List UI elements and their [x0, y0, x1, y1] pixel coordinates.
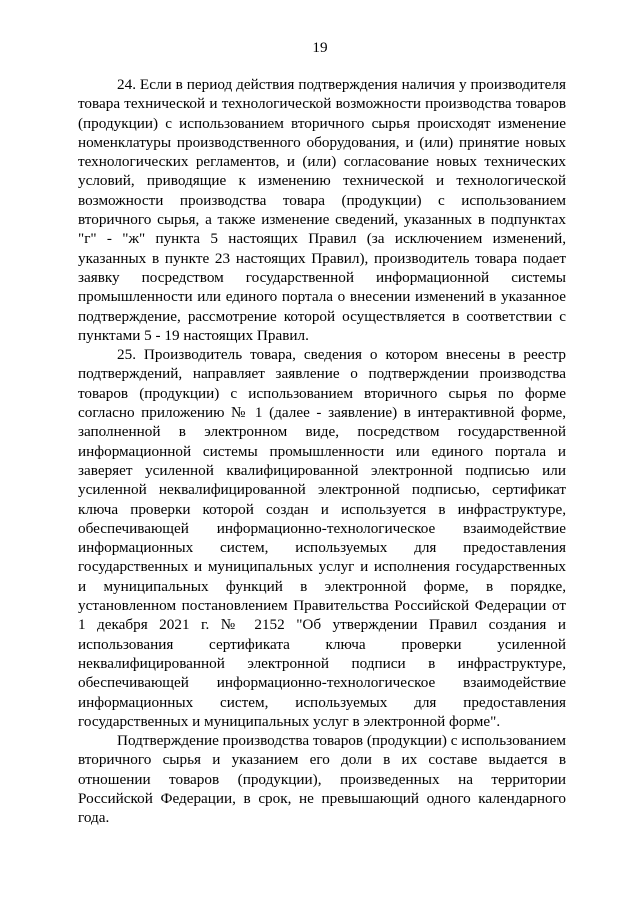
paragraph-confirmation: Подтверждение производства товаров (продукции) с использованием вторичного сырья и указанием его доли в их составе выдается в отношении товаров (продукции), произведенных на территории Российской Федерации, в срок, не превышающий одного календарного года.: [78, 732, 566, 827]
paragraph-24: 24. Если в период действия подтверждения наличия у производителя товара технической и технологической возможности производства товаров (продукции) с использованием вторичного сырья происходят изменение номенклатуры производственного оборудования, и (или) принятие новых технологических регламентов, и (или) согласование новых технических условий, приводящие к изменению технической и технологической возможности производства товара (продукции) с использованием вторичного сырья, а также изменение сведений, указанных в подпунктах "г" - "ж" пункта 5 настоящих Правил (за исключением изменений, указанных в пункте 23 настоящих Правил), производитель товара подает заявку посредством государственной информационной системы промышленности или единого портала о внесении изменений в указанное подтверждение, рассмотрение которой осуществляется в соответствии с пунктами 5 - 19 настоящих Правил.: [78, 76, 566, 344]
page-number: 19: [312, 39, 328, 56]
document-body: [78, 75, 566, 828]
paragraph-25: 25. Производитель товара, сведения о котором внесены в реестр подтверждений, направляет заявление о подтверждении производства товаров (продукции) с использованием вторичного сырья по форме согласно приложению № 1 (далее - заявление) в интерактивной форме, заполненной в электронном виде, посредством государственной информационной системы промышленности или единого портала и заверяет усиленной квалифицированной электронной подписью или усиленной неквалифицированной электронной подписью, сертификат ключа проверки которой создан и используется в инфраструктуре, обеспечивающей информационно-технологическое взаимодействие информационных систем, используемых для предоставления государственных и муниципальных услуг и исполнения государственных и муниципальных функций в электронной форме, в порядке, установленном постановлением Правительства Российской Федерации от 1 декабря 2021 г. № 2152 "Об утверждении Правил создания и использования сертификата ключа проверки усиленной неквалифицированной электронной подписи в инфраструктуре, обеспечивающей информационно-технологическое взаимодействие информационных систем, используемых для предоставления государственных и муниципальных услуг в электронной форме".: [78, 346, 566, 730]
